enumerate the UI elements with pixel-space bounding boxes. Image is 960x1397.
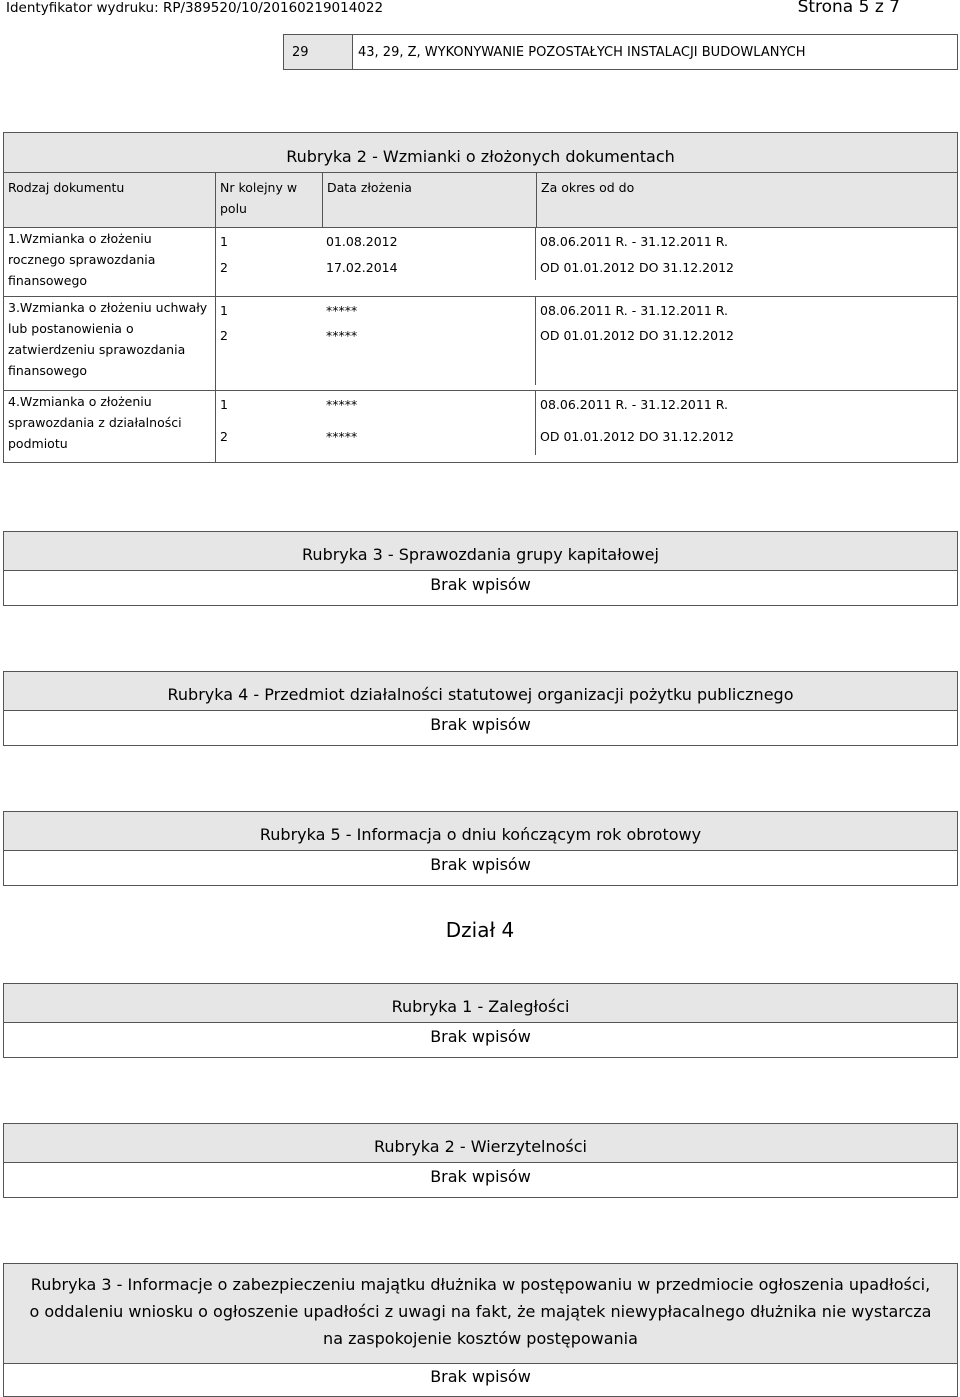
- filing-date: *****: [326, 328, 358, 343]
- document-type: 4.Wzmianka o złożeniu sprawozdania z działalności podmiotu: [4, 391, 216, 463]
- document-type: 3.Wzmianka o złożeniu uchwały lub postanowienia o zatwierdzeniu sprawozdania finansowego: [4, 297, 216, 391]
- filing-date: 01.08.2012: [326, 233, 398, 249]
- section-dzial4-rubryka-3: [3, 1263, 958, 1397]
- section-title: Rubryka 2 - Wierzytelności: [3, 1123, 958, 1163]
- pkd-number: 29: [284, 35, 353, 70]
- pkd-description: 43, 29, Z, WYKONYWANIE POZOSTAŁYCH INSTALACJI BUDOWLANYCH: [353, 35, 958, 70]
- col-header-filing-date: Data złożenia: [323, 173, 537, 228]
- col-header-period: Za okres od do: [537, 173, 958, 228]
- sequence-number: 1: [220, 302, 228, 318]
- table-row: [4, 297, 958, 391]
- filing-date: *****: [326, 428, 358, 444]
- section-rubryka-5: [3, 811, 958, 886]
- documents-table: [3, 132, 958, 463]
- filing-date: 17.02.2014: [326, 259, 398, 275]
- section-title: Rubryka 3 - Informacje o zabezpieczeniu majątku dłużnika w postępowaniu w przedmiocie ogłoszenia upadłości, o oddaleniu wniosku o ogłoszenie upadłości z uwagi na fakt, że majątek niewypłacalnego dłużnika nie wystarcza na zaspokojenie kosztów postępowania: [3, 1263, 958, 1364]
- sequence-number: 2: [220, 328, 228, 343]
- section-body: Brak wpisów: [3, 711, 958, 746]
- section-dzial4-rubryka-2: [3, 1123, 958, 1198]
- period: 08.06.2011 R. - 31.12.2011 R.: [536, 228, 958, 254]
- section-title: Rubryka 4 - Przedmiot działalności statutowej organizacji pożytku publicznego: [3, 671, 958, 711]
- section-body: Brak wpisów: [3, 1364, 958, 1397]
- page-number: Strona 5 z 7: [797, 0, 900, 17]
- table-row: [4, 228, 958, 297]
- section-body: Brak wpisów: [3, 851, 958, 886]
- sequence-number: 2: [220, 259, 228, 275]
- table-row: [4, 391, 958, 463]
- documents-table-title: Rubryka 2 - Wzmianki o złożonych dokumentach: [4, 133, 958, 173]
- sequence-number: 1: [220, 233, 228, 249]
- pkd-row: [283, 34, 958, 70]
- period: 08.06.2011 R. - 31.12.2011 R.: [536, 391, 958, 417]
- print-identifier: Identyfikator wydruku: RP/389520/10/20160219014022: [6, 0, 384, 16]
- period: 08.06.2011 R. - 31.12.2011 R.: [536, 297, 958, 323]
- section-dzial4-rubryka-1: [3, 983, 958, 1058]
- document-type: 1.Wzmianka o złożeniu rocznego sprawozdania finansowego: [4, 228, 216, 297]
- period: OD 01.01.2012 DO 31.12.2012: [536, 417, 958, 455]
- section-rubryka-3: [3, 531, 958, 606]
- section-title: Rubryka 3 - Sprawozdania grupy kapitałowej: [3, 531, 958, 571]
- col-header-document-type: Rodzaj dokumentu: [4, 173, 216, 228]
- sequence-number: 1: [220, 396, 228, 412]
- period: OD 01.01.2012 DO 31.12.2012: [536, 323, 958, 385]
- section-rubryka-4: [3, 671, 958, 746]
- filing-date: *****: [326, 396, 358, 412]
- section-title: Rubryka 5 - Informacja o dniu kończącym rok obrotowy: [3, 811, 958, 851]
- section-body: Brak wpisów: [3, 571, 958, 606]
- filing-date: *****: [326, 302, 358, 318]
- col-header-sequence-number: Nr kolejny w polu: [216, 173, 323, 228]
- dzial-4-heading: Dział 4: [445, 918, 515, 942]
- section-body: Brak wpisów: [3, 1023, 958, 1058]
- section-title: Rubryka 1 - Zaległości: [3, 983, 958, 1023]
- period: OD 01.01.2012 DO 31.12.2012: [536, 254, 958, 280]
- sequence-number: 2: [220, 428, 228, 444]
- section-body: Brak wpisów: [3, 1163, 958, 1198]
